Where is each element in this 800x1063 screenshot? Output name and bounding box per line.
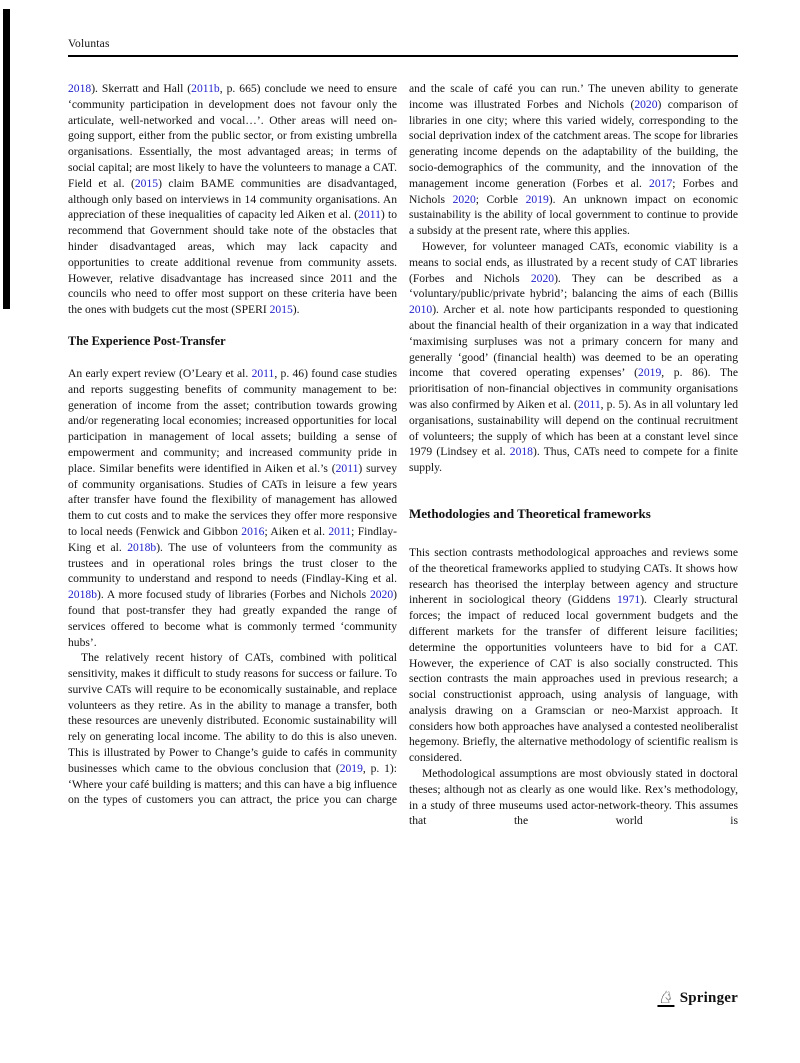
- citation-link[interactable]: 2016: [241, 524, 265, 538]
- journal-name: Voluntas: [68, 38, 110, 50]
- citation-link[interactable]: 2011: [251, 366, 275, 380]
- section-heading-experience-post-transfer: The Experience Post-Transfer: [68, 333, 226, 348]
- citation-link[interactable]: 2018b: [127, 540, 157, 554]
- paragraph: However, for volunteer managed CATs, economic viability is a means to social ends, as illustrated by a recent study of CAT libraries (Forbes and Nichols 2020). They can be described as a ‘voluntary/public/private hybrid’; balancing the aims of each (Billis 2010). Archer et al. note how participants responded to questioning about the financial health of their organization in a way that indicated ‘maximising surpluses was not a primary concern for many and generally ‘good’ (financial health) was deemed to be an operating income that covered operating expenses’ (2019, p. 86). The prioritisation of non-financial objectives in community organisations was also confirmed by Aiken et al. (2011, p. 5). As in all voluntary led organisations, sustainability will depend on the continual recruitment of volunteers; the supply of which has been at a constant level since 1979 (Lindsey et al. 2018). Thus, CATs need to compete for a finite supply.: [409, 239, 739, 475]
- citation-link[interactable]: 2019: [339, 761, 363, 775]
- scan-artifact-bar: [3, 9, 10, 309]
- citation-link[interactable]: 1971: [617, 593, 641, 607]
- citation-link[interactable]: 2018: [509, 445, 533, 459]
- citation-link[interactable]: 2020: [452, 192, 476, 206]
- citation-link[interactable]: 2020: [530, 271, 555, 285]
- citation-link[interactable]: 2011: [328, 524, 352, 538]
- left-column: [68, 81, 397, 829]
- citation-link[interactable]: 2019: [525, 192, 549, 206]
- paragraph: An early expert review (O’Leary et al. 2011, p. 46) found case studies and reports suggesting benefits of community management to be: generation of income from the asset; contribution towards growing and/or regenerating local economies; increased opportunities for local participation in management of local assets; building a sense of empowerment and community; and increased community pride in place. Similar benefits were identified in Aiken et al.’s (2011) survey of community organisations. Studies of CATs in leisure a few years after transfer have found the flexibility of management has allowed them to cut costs and to make the services they offer more responsive to local needs (Fenwick and Gibbon 2016; Aiken et al. 2011; Findlay-King et al. 2018b). The use of volunteers from the community as trustees and in operational roles brings the trust closer to the community to understand and respond to needs (Findlay-King et al. 2018b). A more focused study of libraries (Forbes and Nichols 2020) found that post-transfer they had greatly expanded the range of services offered to become what is commonly termed ‘community hubs’.: [68, 366, 398, 649]
- paragraph: 2018). Skerratt and Hall (2011b, p. 665) conclude we need to ensure ‘community participation in development does not favour only the articulate, well-networked and vocal…’. Other areas will need on-going support, either from the public sector, or from existing umbrella organisations. Essentially, the most advantaged areas; in terms of social capital; are most likely to have the volunteers to manage a CAT. Field et al. (2015) claim BAME communities are disadvantaged, although only based on interviews in 14 community organisations. An appreciation of these inequalities of capacity led Aiken et al. (2011) to recommend that Government should take note of the obstacles that hinder disadvantaged areas, which may lack capacity and opportunities to create additional revenue from community assets. However, relative disadvantage has increased since 2011 and the councils who need to offer most support on these criteria have been the ones with budgets cut the most (SPERI 2015).: [68, 82, 397, 317]
- paragraph: and the scale of café you can run.’ The uneven ability to generate income was illustrated Forbes and Nichols (2020) comparison of libraries in one city; where this varied widely, corresponding to the social deprivation index of the catchment areas. The scope for libraries generating income depends on the adaptability of the building, the socio-demographics of the community, and the innovation of the management income generation (Forbes et al. 2017; Forbes and Nichols 2020; Corble 2019). An unknown impact on economic sustainability is the ability of local government to continue to provide a subsidy at the present rate, where this applies.: [409, 82, 739, 238]
- citation-link[interactable]: 2011: [358, 208, 381, 222]
- citation-link[interactable]: 2015: [269, 303, 293, 317]
- citation-link[interactable]: 2018b: [68, 588, 97, 602]
- citation-link[interactable]: 2015: [134, 176, 159, 190]
- publisher-name: Springer: [679, 990, 738, 1006]
- paragraph: This section contrasts methodological approaches and reviews some of the theoretical frameworks applied to studying CATs. It shows how research has theorised the interplay between agency and structure inherent in sociological theory (Giddens 1971). Clearly structural forces; the impact of reduced local government budgets and the different markets for the transfer of different leisure facilities; determine the opportunities volunteers have to bid for a CAT. However, the experience of CAT is also socially constructed. This section contrasts the main approaches used in previous research; a social constructionist approach, using analysis of language, with analysis drawing on a Gramscian or neo-Marxist approach. It considers how both approaches have analysed a contested neoliberalist hegemony. Briefly, the alternative methodology of scientific realism is considered.: [409, 545, 738, 765]
- citation-link[interactable]: 2011b: [191, 82, 220, 95]
- citation-link[interactable]: 2020: [634, 97, 658, 111]
- springer-knight-icon: ♘: [658, 988, 674, 1007]
- citation-link[interactable]: 2011: [335, 461, 359, 475]
- journal-page: [68, 0, 738, 829]
- citation-link[interactable]: 2020: [369, 588, 394, 602]
- citation-link[interactable]: 2019: [638, 366, 662, 380]
- two-column-body: [68, 81, 738, 829]
- paragraph: The relatively recent history of CATs, combined with political sensitivity, makes it difficult to study reasons for success or failure. To survive CATs will require to be economically sustainable, and replace volunteers as they retire. As in the ability to manage a transfer, both these resources are unevenly distributed. Economic sustainability will rely on generating local income. The ability to do this is also uneven. This is illustrated by Power to Change’s guide to cafés in community businesses which came to the obvious conclusion that (2019, p. 1): ‘Where your café building is matters; and this can have a big influence on the types of customers you can attract, the price you can charge: [68, 651, 397, 807]
- citation-link[interactable]: 2011: [577, 397, 601, 411]
- citation-link[interactable]: 2017: [649, 176, 673, 190]
- header-rule: [68, 55, 738, 57]
- paragraph: Methodological assumptions are most obviously stated in doctoral theses; although not as clearly as one would like. Rex’s methodology, in a study of three museums used actor-network-theory. This assumes that the world is: [409, 767, 738, 828]
- springer-logo: [657, 990, 738, 1007]
- section-heading-methodologies: Methodologies and Theoretical frameworks: [409, 505, 651, 521]
- citation-link[interactable]: 2018: [68, 82, 92, 95]
- right-column: [409, 81, 738, 829]
- citation-link[interactable]: 2010: [409, 303, 433, 317]
